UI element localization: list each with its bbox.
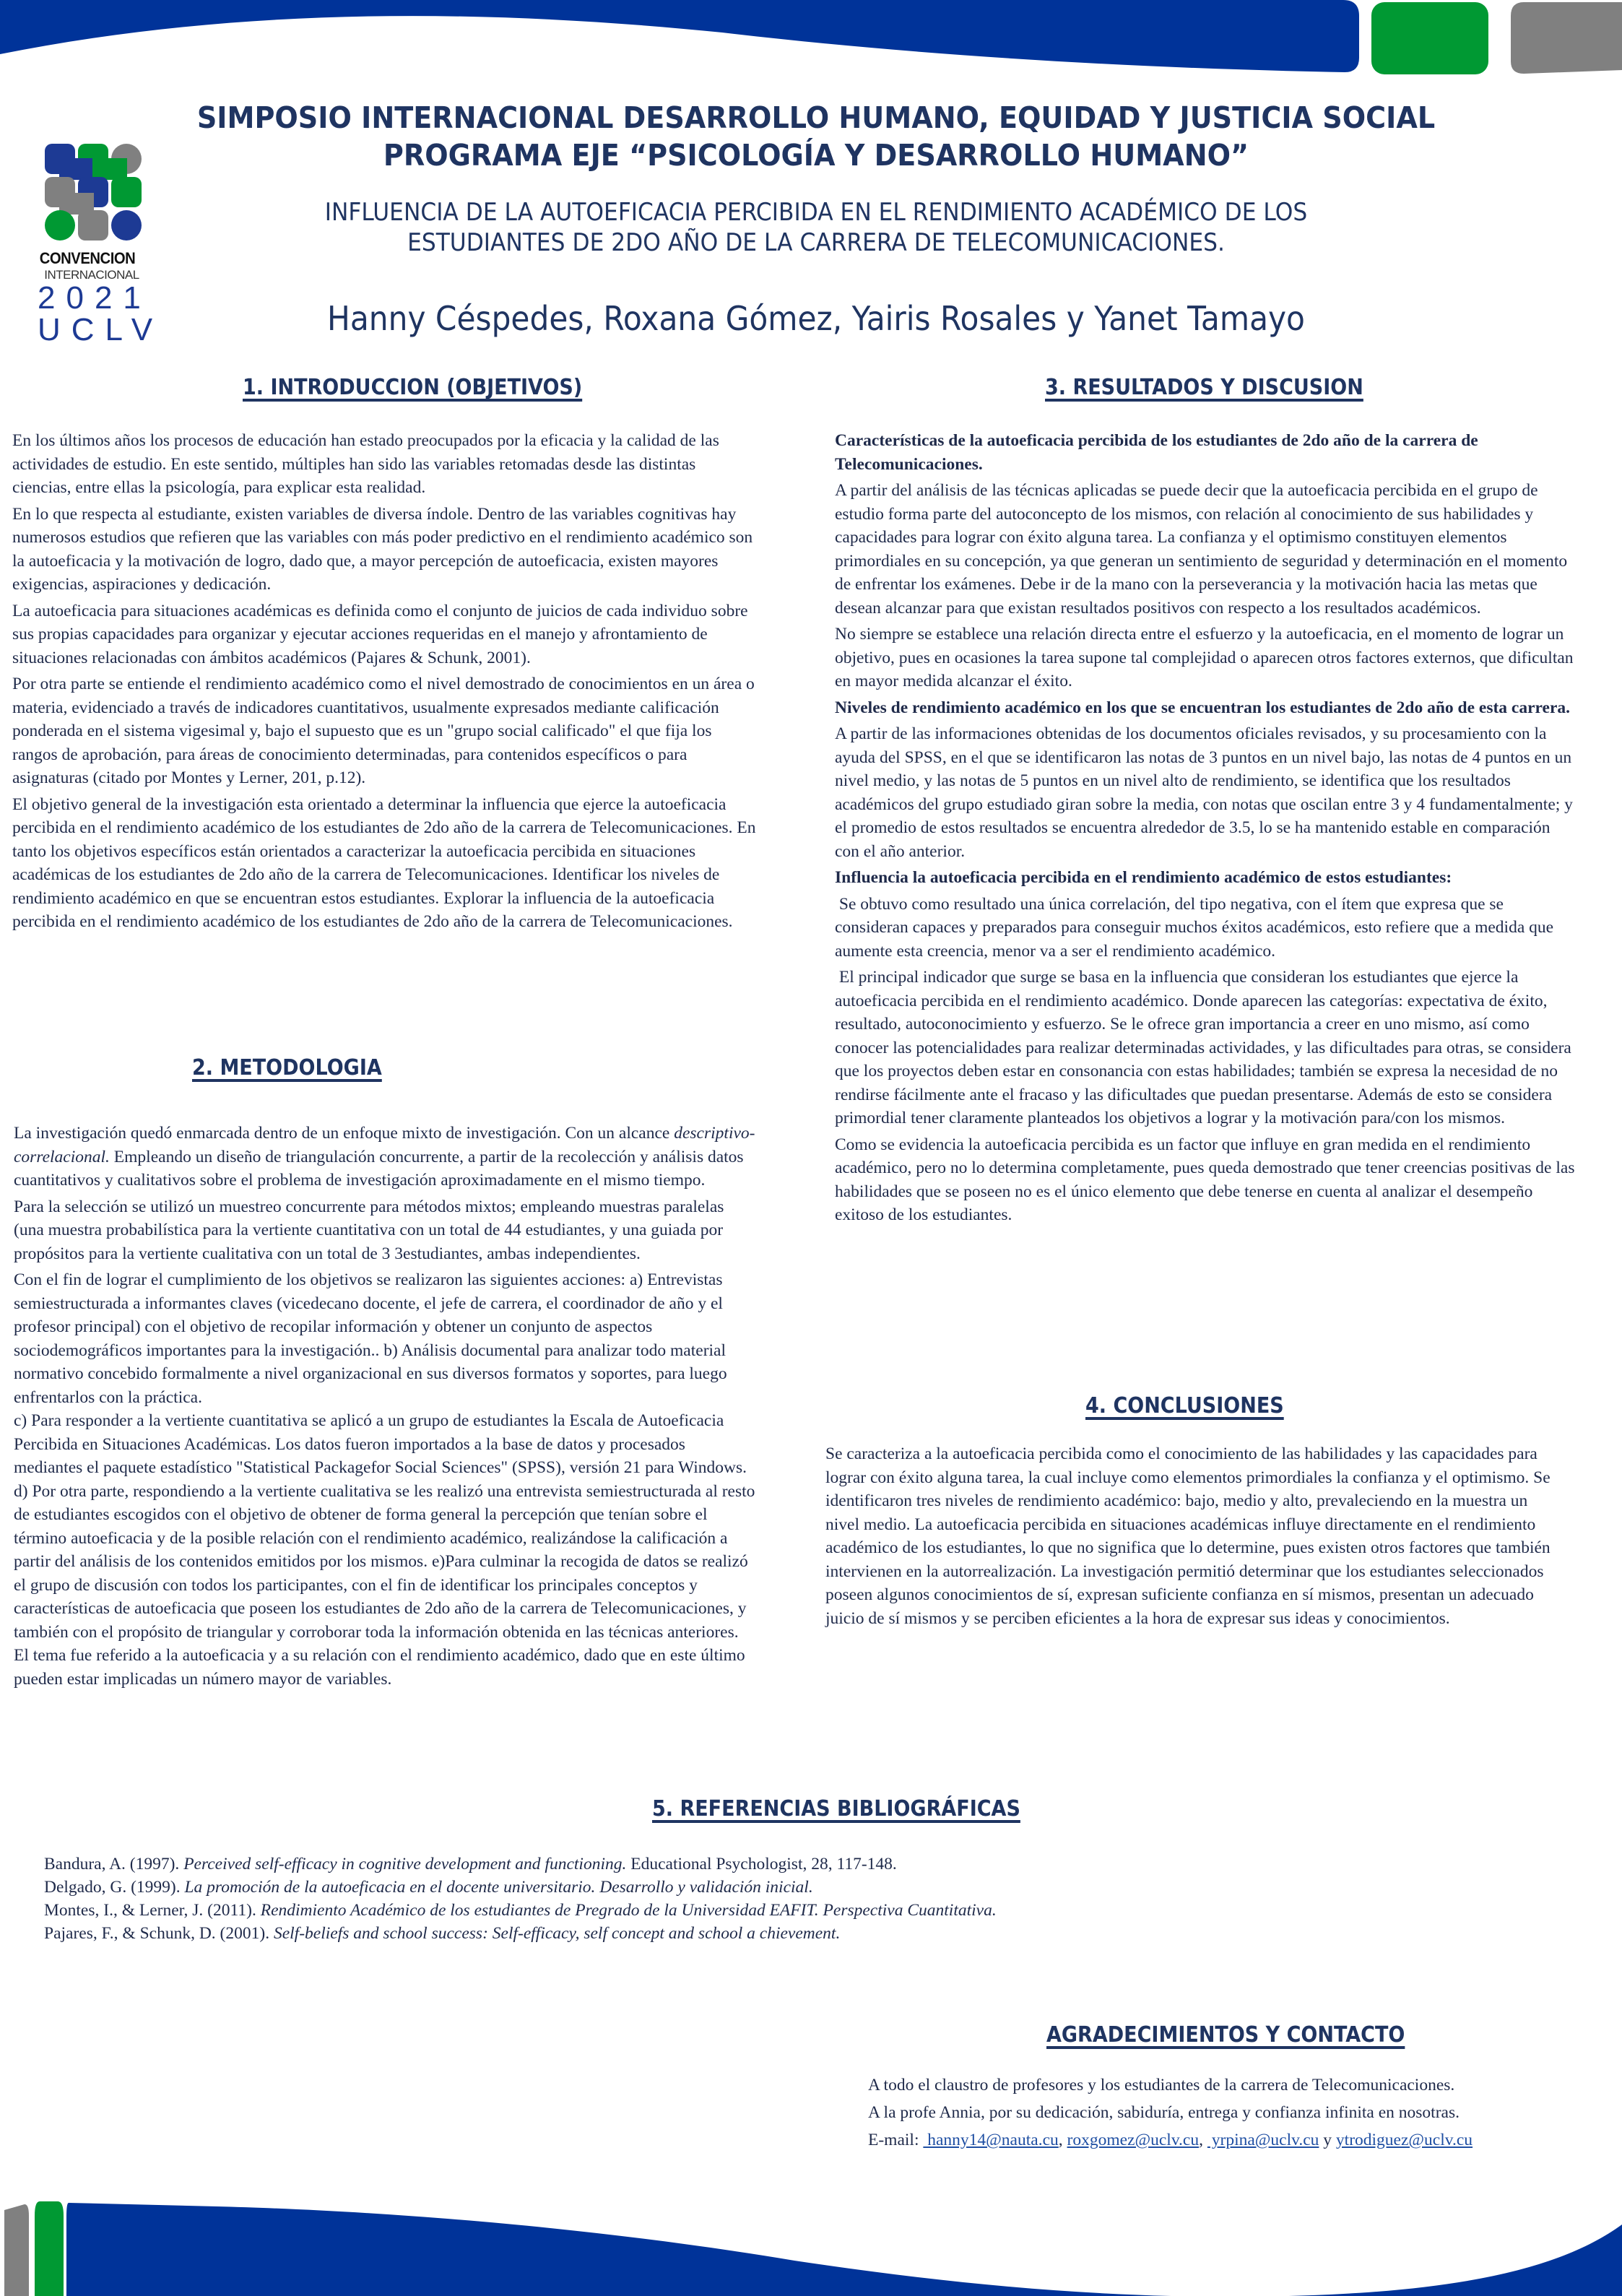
metodologia-paragraph: Con el fin de lograr el cumplimiento de los objetivos se realizaron las siguientes acciones: a) Entrevistas semiestructurada a informantes claves (vicedecano docente, el jefe de carrera, el coordinador de año y el profesor principal) con el objetivo de recopilar información y obtener un conjunto de aspectos sociodemográficos importantes para la investigación.. b) Análisis documental para analizar todo material normativo concebido formalmente a nivel organizacional en sus diversos formatos y soportes, para luego enfrentarlos con la práctica. bbox=[14, 1270, 727, 1407]
email-separator: , bbox=[1058, 2131, 1067, 2149]
section-heading-conclusiones: 4. CONCLUSIONES bbox=[1085, 1393, 1284, 1418]
footer-wave-banner bbox=[0, 2196, 1622, 2296]
program-title: PROGRAMA EJE “PSICOLOGÍA Y DESARROLLO HUMANO” bbox=[383, 138, 1249, 173]
reference-item bbox=[44, 1853, 1127, 1876]
reference-author: Bandura, A. (1997). bbox=[44, 1855, 184, 1873]
logo-mark-icon bbox=[42, 141, 146, 245]
resultados-paragraph: A partir del análisis de las técnicas aplicadas se puede decir que la autoeficacia percibida en el grupo de estudio forma parte del autoconcepto de los mismos, con relación al conocimiento de sus habilidades y capacidades para lograr con éxito alguna tarea. La confianza y el optimismo constituyen elementos primordiales en su concepción, ya que generan un sentimiento de seguridad y determinación en el momento de enfrentar los exámenes. Debe ir de la mano con la perseverancia y la motivación hacia las metas que desean alcanzar para que existan resultados positivos con respecto a los resultados académicos. bbox=[835, 481, 1568, 618]
reference-item bbox=[44, 1876, 1127, 1899]
intro-paragraph: En los últimos años los procesos de educación han estado preocupados por la eficacia y la calidad de las actividades de estudio. En este sentido, múltiples han sido las variables retomadas desde las distintas ciencias, entre ellas la psicología, para explicar esta realidad. bbox=[12, 431, 719, 497]
section-heading-resultados: 3. RESULTADOS Y DISCUSION bbox=[1045, 375, 1363, 400]
resultados-subheading: Niveles de rendimiento académico en los que se encuentran los estudiantes de 2do año de esta carrera. bbox=[835, 698, 1571, 717]
footer-gray-block bbox=[4, 2204, 29, 2296]
resultados-paragraph: A partir de las informaciones obtenidas de los documentos oficiales revisados, y su procesamiento con la ayuda del SPSS, en el que se identificaron las notas de 3 puntos en un nivel bajo, las notas de 4 puntos en un nivel medio, y las notas de 5 puntos en un nivel alto de rendimiento, se identifica que los resultados académicos del grupo estudiado giran sobre la media, con notas que oscilan entre 3 y 4 fundamentalmente; y el promedio de estos resultados se encuentra alrededor de 3.5, lo se ha mantenido estable en comparación con el año anterior. bbox=[835, 724, 1573, 861]
logo-text-convencion: CONVENCION bbox=[39, 249, 136, 267]
reference-title: Rendimiento Académico de los estudiantes de Pregrado de la Universidad EAFIT. Perspectiva Cuantitativa. bbox=[260, 1901, 997, 1920]
email-separator: , bbox=[1199, 2131, 1207, 2149]
header-wave-banner bbox=[0, 0, 1622, 94]
conclusiones-body bbox=[825, 1442, 1555, 1633]
logo-text-uclv: UCLV bbox=[38, 312, 164, 347]
reference-title: La promoción de la autoeficacia en el docente universitario. Desarrollo y validación inicial. bbox=[184, 1878, 813, 1897]
resultados-paragraph: El principal indicador que surge se basa en la influencia que consideran los estudiantes que ejerce la autoeficacia percibida en el rendimiento académico. Donde aparecen las categorías: expectativa de éxito, resultado, autoconocimiento y esfuerzo. Se le ofrece gran importancia a creer en uno mismo, así como conocer las potencialidades para realizar determinadas actividades, y las dificultades para otras, se considera que los proyectos deben estar en consonancia con estas habilidades; también se expresa la necesidad de no rendirse fácilmente ante el fracaso y las dificultades que puedan presentarse. Además de esto se considera primordial tener claramente planteados los objetivos a lograr y la motivación para/con los mismos. bbox=[835, 968, 1576, 1127]
acknowledgement-line: A todo el claustro de profesores y los estudiantes de la carrera de Telecomunicaciones. bbox=[868, 2076, 1455, 2094]
email-link-hanny[interactable]: hanny14@nauta.cu bbox=[923, 2131, 1059, 2149]
reference-item bbox=[44, 1922, 1127, 1945]
intro-paragraph: En lo que respecta al estudiante, existen variables de diversa índole. Dentro de las variables cognitivas hay numerosos estudios que refieren que las variables con más poder predictivo en el rendimiento académico son la autoeficacia y la motivación de logro, dado que, a mayor percepción de autoeficacia, existen mayores exigencias, aspiraciones y dedicación. bbox=[12, 504, 753, 594]
metodologia-text: La investigación quedó enmarcada dentro de un enfoque mixto de investigación. Con un alcance bbox=[14, 1124, 675, 1143]
green-block bbox=[1371, 2, 1488, 74]
resultados-paragraph: Se obtuvo como resultado una única correlación, del tipo negativa, con el ítem que expresa que se consideran capaces y preparados para conseguir muchos éxitos académicos, esto refiere que a medida que aumente esta creencia, menor va a ser el rendimiento académico. bbox=[835, 894, 1558, 961]
reference-title: Self-beliefs and school success: Self-efficacy, self concept and school a chievement. bbox=[273, 1924, 841, 1943]
footer-green-block bbox=[35, 2201, 64, 2296]
footer-blue-wave bbox=[66, 2203, 1622, 2296]
agradecimientos-body bbox=[868, 2071, 1590, 2154]
poster-title-line1: INFLUENCIA DE LA AUTOEFICACIA PERCIBIDA EN EL RENDIMIENTO ACADÉMICO DE LOS bbox=[324, 198, 1308, 227]
metodologia-paragraph: c) Para responder a la vertiente cuantitativa se aplicó a un grupo de estudiantes la Escala de Autoeficacia Percibida en Situaciones Académicas. Los datos fueron importados a la base de datos y procesados mediantes el paquete estadístico "Statistical Packagefor Social Sciences" (SPSS), versión 21 para Windows. d) Por otra parte, respondiendo a la vertiente cualitativa se les realizó una entrevista semiestructurada al resto de estudiantes escogidos con el objetivo de obtener de forma general la percepción que tenían sobre el término autoeficacia y de la posible relación con el rendimiento académico, realizándose la calificación a partir del análisis de los contenidos emitidos por los mismos. e)Para culminar la recogida de datos se realizó el grupo de discusión con todos los participantes, con el fin de identificar los principales conceptos y características de autoeficacia que poseen los estudiantes de 2do año de la carrera de Telecomunicaciones, y también con el propósito de triangular y corroborar toda la información obtenida en las técnicas anteriores. El tema fue referido a la autoeficacia y a su relación con el rendimiento académico, dado que en este último pueden estar implicadas un número mayor de variables. bbox=[14, 1411, 755, 1689]
email-separator: y bbox=[1319, 2131, 1336, 2149]
email-link-ytrodiguez[interactable]: ytrodiguez@uclv.cu bbox=[1335, 2131, 1473, 2149]
metodologia-italic-text: descriptivo-correlacional. bbox=[14, 1124, 755, 1166]
resultados-subheading: Características de la autoeficacia percibida de los estudiantes de 2do año de la carrera de Telecomunicaciones. bbox=[835, 431, 1478, 474]
acknowledgement-line: A la profe Annia, por su dedicación, sabiduría, entrega y confianza infinita en nosotras. bbox=[868, 2103, 1460, 2122]
blue-wave-shape bbox=[0, 0, 1359, 72]
email-link-yrpina[interactable]: yrpina@uclv.cu bbox=[1207, 2131, 1319, 2149]
poster-title-line2: ESTUDIANTES DE 2DO AÑO DE LA CARRERA DE TELECOMUNICACIONES. bbox=[407, 228, 1225, 257]
logo-text-year: 2021 bbox=[38, 280, 152, 316]
email-label: E-mail: bbox=[868, 2131, 924, 2149]
metodologia-paragraph: Para la selección se utilizó un muestreo concurrente para métodos mixtos; empleando muestras paralelas (una muestra probabilística para la vertiente cuantitativa con un total de 44 estudiantes, y una guiada por propósitos para la vertiente cualitativa con un total de 3 3estudiantes, ambas independientes. bbox=[14, 1197, 724, 1263]
resultados-paragraph: Como se evidencia la autoeficacia percibida es un factor que influye en gran medida en el rendimiento académico, pero no lo determina completamente, pues queda demostrado que tener creencias positivas de las habilidades que se poseen no es el único elemento que debe tenerse en cuenta al analizar el desempeño exitoso de los estudiantes. bbox=[835, 1135, 1575, 1224]
symposium-title: SIMPOSIO INTERNACIONAL DESARROLLO HUMANO, EQUIDAD Y JUSTICIA SOCIAL bbox=[196, 100, 1436, 135]
reference-author: Delgado, G. (1999). bbox=[44, 1878, 185, 1897]
resultados-body bbox=[835, 429, 1579, 1230]
reference-author: Montes, I., & Lerner, J. (2011). bbox=[44, 1901, 261, 1920]
convencion-logo bbox=[38, 141, 164, 347]
metodologia-body bbox=[14, 1122, 758, 1694]
intro-paragraph: La autoeficacia para situaciones académicas es definida como el conjunto de juicios de cada individuo sobre sus propias capacidades para organizar y ejecutar acciones requeridas en el manejo y afrontamiento de situaciones relacionadas con ámbitos académicos (Pajares & Schunk, 2001). bbox=[12, 601, 748, 667]
introduccion-body bbox=[12, 429, 756, 937]
resultados-paragraph: No siempre se establece una relación directa entre el esfuerzo y la autoeficacia, en el momento de lograr un objetivo, pues en ocasiones la tarea supone tal complejidad o aparecen otros factores externos, que dificultan en mayor medida alcanzar el éxito. bbox=[835, 625, 1574, 690]
section-heading-introduccion: 1. INTRODUCCION (OBJETIVOS) bbox=[243, 375, 583, 400]
references-list bbox=[44, 1853, 1127, 1945]
intro-paragraph: El objetivo general de la investigación esta orientado a determinar la influencia que ejerce la autoeficacia percibida en el rendimiento académico de los estudiantes de 2do año de la carrera de Telecomunicaciones. En tanto los objetivos específicos están orientados a caracterizar la autoeficacia percibida en situaciones académicas de los estudiantes de 2do año de la carrera de Telecomunicaciones. Identificar los niveles de rendimiento académico en que se encuentran estos estudiantes. Explorar la influencia de la autoeficacia percibida en el rendimiento académico de los estudiantes de 2do año de la carrera de Telecomunicaciones. bbox=[12, 794, 756, 931]
section-heading-referencias: 5. REFERENCIAS BIBLIOGRÁFICAS bbox=[652, 1796, 1020, 1821]
metodologia-text: Empleando un diseño de triangulación concurrente, a partir de la recolección y análisis datos cuantitativos y cualitativos sobre el problema de investigación aproximadamente en el mismo tiempo. bbox=[14, 1147, 744, 1190]
authors: Hanny Céspedes, Roxana Gómez, Yairis Rosales y Yanet Tamayo bbox=[327, 299, 1305, 338]
resultados-subheading: Influencia la autoeficacia percibida en el rendimiento académico de estos estudiantes: bbox=[835, 868, 1452, 887]
section-heading-metodologia: 2. METODOLOGIA bbox=[192, 1055, 382, 1080]
section-heading-agradecimientos: AGRADECIMIENTOS Y CONTACTO bbox=[1046, 2022, 1405, 2048]
gray-block bbox=[1511, 2, 1622, 74]
logo-text-internacional: INTERNACIONAL bbox=[44, 268, 139, 282]
email-line bbox=[868, 2126, 1590, 2154]
metodologia-paragraph bbox=[14, 1122, 758, 1192]
email-link-roxgomez[interactable]: roxgomez@uclv.cu bbox=[1067, 2131, 1200, 2149]
reference-source: Educational Psychologist, 28, 117-148. bbox=[626, 1855, 897, 1873]
intro-paragraph: Por otra parte se entiende el rendimiento académico como el nivel demostrado de conocimientos en un área o materia, evidenciado a través de indicadores cuantitativos, usualmente expresados mediante calificación ponderada en el sistema vigesimal y, bajo el supuesto que es un "grupo social calificado" el que fija los rangos de aprobación, para áreas de conocimiento determinadas, para contenidos específicos o para asignaturas (citado por Montes y Lerner, 201, p.12). bbox=[12, 675, 755, 787]
conclusiones-paragraph: Se caracteriza a la autoeficacia percibida como el conocimiento de las habilidades y las capacidades para lograr con éxito alguna tarea, la cual incluye como elementos primordiales la confianza y el optimismo. Se identificaron tres niveles de rendimiento académico: bajo, medio y alto, prevaleciendo en la muestra un nivel medio. La autoeficacia percibida en situaciones académicas influye directamente en el rendimiento académico de los estudiantes, lo que no significa que lo determine, pues existen otros factores que también intervienen en la autorrealización. La investigación permitió determinar que los estudiantes seleccionados poseen algunos conocimientos de sí, expresan suficiente confianza en sí mismos, presentan un adecuado juicio de sí mismos y se perciben eficientes a la hora de expresar sus ideas y conocimientos. bbox=[825, 1444, 1551, 1628]
reference-title: Perceived self-efficacy in cognitive development and functioning. bbox=[183, 1855, 627, 1873]
reference-item bbox=[44, 1899, 1127, 1922]
reference-author: Pajares, F., & Schunk, D. (2001). bbox=[44, 1924, 274, 1943]
